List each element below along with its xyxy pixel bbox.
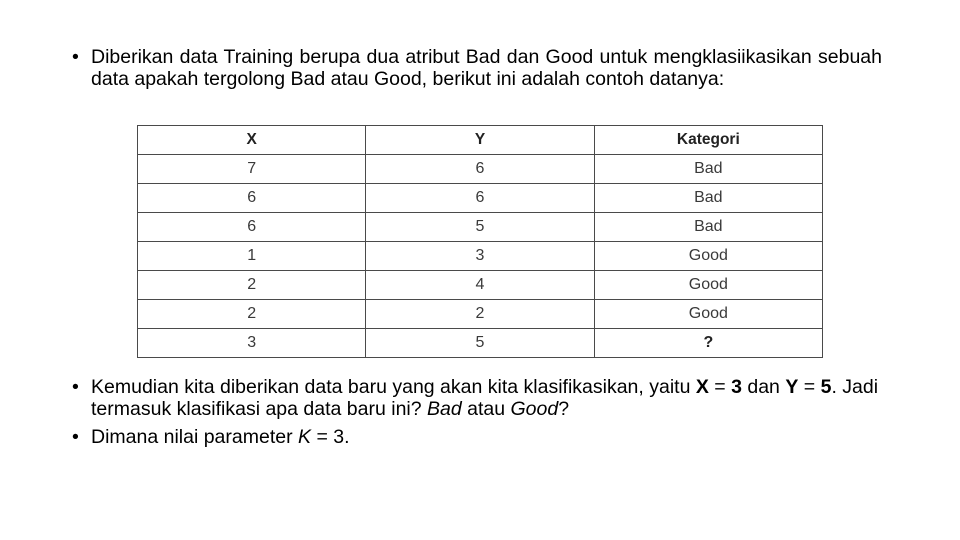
cell-y: 6 xyxy=(366,155,594,184)
cell-x: 7 xyxy=(138,155,366,184)
param-part: Dimana nilai parameter xyxy=(91,426,299,448)
cell-kategori: Good xyxy=(594,300,822,329)
option-bad: Bad xyxy=(427,398,462,420)
cell-y: 2 xyxy=(366,300,594,329)
cell-kategori-unknown: ? xyxy=(594,329,822,358)
option-good: Good xyxy=(510,398,559,420)
var-x-label: X xyxy=(695,376,709,398)
cell-y: 4 xyxy=(366,271,594,300)
var-y-value: 5 xyxy=(820,376,832,398)
bullet-dot: • xyxy=(72,376,79,398)
question-text xyxy=(91,376,882,420)
table-row xyxy=(138,155,823,184)
header-x: X xyxy=(138,126,366,155)
param-k: K xyxy=(298,426,312,448)
cell-kategori: Good xyxy=(594,271,822,300)
equals-sign: = xyxy=(798,376,821,398)
table-header-row xyxy=(138,126,823,155)
training-data-table-wrapper xyxy=(137,125,823,357)
table-row xyxy=(138,213,823,242)
cell-x: 2 xyxy=(138,271,366,300)
training-data-table xyxy=(137,125,823,358)
var-x-value: 3 xyxy=(731,376,742,398)
table-row xyxy=(138,329,823,358)
var-y-label: Y xyxy=(785,376,799,398)
cell-kategori: Bad xyxy=(594,155,822,184)
bullet-dot: • xyxy=(72,46,79,68)
table-row xyxy=(138,271,823,300)
cell-y: 6 xyxy=(366,184,594,213)
param-part: = 3. xyxy=(311,426,350,448)
param-text xyxy=(91,426,882,448)
table-row xyxy=(138,184,823,213)
cell-kategori: Good xyxy=(594,242,822,271)
question-part: Kemudian kita diberikan data baru yang akan kita klasifikasikan, yaitu xyxy=(91,376,696,398)
cell-x: 6 xyxy=(138,213,366,242)
question-part: . Jadi termasuk klasifikasi apa data baru ini? xyxy=(91,376,879,420)
equals-sign: = xyxy=(708,376,732,398)
cell-x: 6 xyxy=(138,184,366,213)
question-part: ? xyxy=(558,398,570,420)
header-y: Y xyxy=(366,126,594,155)
bullet-dot: • xyxy=(72,426,79,448)
cell-y: 5 xyxy=(366,329,594,358)
table-row xyxy=(138,300,823,329)
question-part: atau xyxy=(461,398,511,420)
param-bullet xyxy=(72,426,882,448)
cell-y: 3 xyxy=(366,242,594,271)
cell-y: 5 xyxy=(366,213,594,242)
table-row xyxy=(138,242,823,271)
cell-x: 2 xyxy=(138,300,366,329)
intro-text: Diberikan data Training berupa dua atribut Bad dan Good untuk mengklasiikasikan sebuah data apakah tergolong Bad atau Good, berikut ini adalah contoh datanya: xyxy=(91,46,882,90)
cell-kategori: Bad xyxy=(594,184,822,213)
cell-kategori: Bad xyxy=(594,213,822,242)
question-part: dan xyxy=(741,376,786,398)
header-kategori: Kategori xyxy=(594,126,822,155)
intro-bullet xyxy=(72,46,882,90)
question-bullet xyxy=(72,376,882,420)
question-section xyxy=(72,376,882,448)
cell-x: 3 xyxy=(138,329,366,358)
cell-x: 1 xyxy=(138,242,366,271)
